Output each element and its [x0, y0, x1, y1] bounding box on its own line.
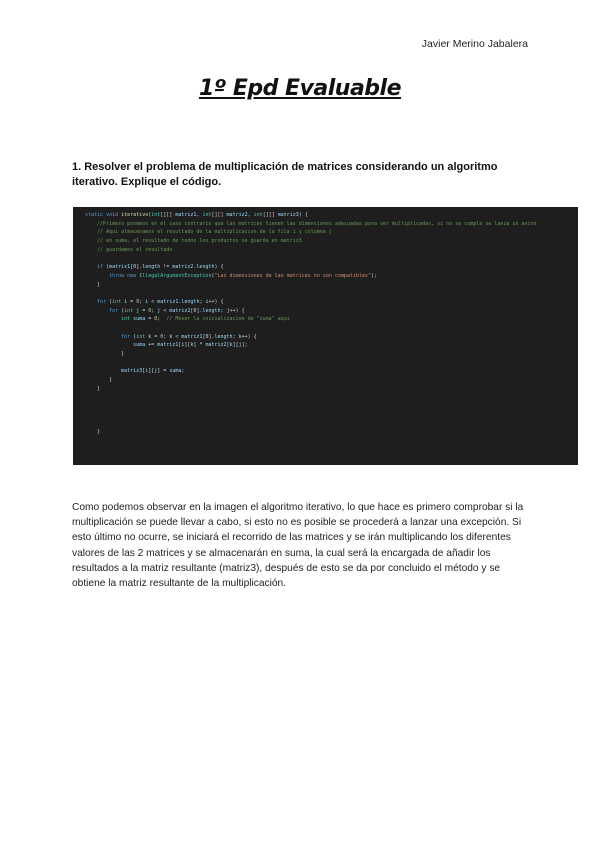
code-line: int suma = 0; // Mover la inicializacion de "suma" aqui [121, 316, 290, 323]
code-line [85, 324, 578, 333]
code-line: // guardamos el resultado [85, 246, 173, 253]
question-heading: 1. Resolver el problema de multiplicación de matrices considerando un algoritmo iterativo. Explique el código. [72, 161, 498, 188]
code-line [85, 359, 578, 368]
code-line: //Primero ponemos en el caso contrario que las matrices tienen las dimensiones adecuadas para ser multiplicadas, si no se cumple se lanza un aviso [85, 220, 537, 227]
code-line [85, 402, 578, 411]
code-line: throw new IllegalArgumentException("Las dimensiones de las matrices no son compatibles"); [109, 272, 378, 279]
code-line: } [85, 385, 101, 392]
code-screenshot [73, 207, 578, 465]
code-line: // en suma, el resultado de todos los productos se guarda en matriz3 [85, 238, 302, 245]
explanation-paragraph: Como podemos observar en la imagen el algoritmo iterativo, lo que hace es primero comprobar si la multiplicación se puede llevar a cabo, si esto no es posible se procederá a lanzar una excepción. Si esto último no ocurre, se iniciará el recorrido de las matrices y se irán multiplicando los diferentes valores de las 2 matrices y se almacenarán en suma, la cual será la encargada de añadir los resultados a la matriz resultante (matriz3), después de esto se da por concluido el método y se obtiene la matriz resultante de la multiplicación. [72, 502, 524, 590]
document-title: 1º Epd Evaluable [198, 76, 402, 101]
code-line: static void iterativo(int[][] matriz1, int[][] matriz2, int[][] matriz3) { [85, 212, 308, 218]
code-line: // Aqui almacenamos el resultado de la multiplicacion de la fila i y columna j [85, 229, 332, 236]
code-line [85, 411, 578, 420]
code-line [85, 289, 578, 298]
code-line [85, 393, 578, 402]
code-line [85, 420, 578, 429]
author-name: Javier Merino Jabalera [421, 38, 528, 50]
code-line: for (int j = 0; j < matriz2[0].length; j++) { [109, 307, 245, 314]
code-line: } [85, 351, 125, 357]
code-line: for (int i = 0; i < matriz1.length; i++) { [97, 298, 224, 305]
code-line: } [85, 281, 101, 288]
code-line [85, 437, 578, 446]
code-line: for (int k = 0; k < matriz1[0].length; k++) { [121, 333, 257, 340]
code-line [85, 254, 578, 263]
code-line: if (matriz1[0].length != matriz2.length) { [97, 264, 224, 271]
code-line: } [85, 429, 101, 436]
code-line: suma += matriz1[i][k] * matriz2[k][j]; [133, 342, 248, 349]
code-line: } [85, 377, 113, 384]
code-line: matriz3[i][j] = suma; [121, 368, 185, 375]
